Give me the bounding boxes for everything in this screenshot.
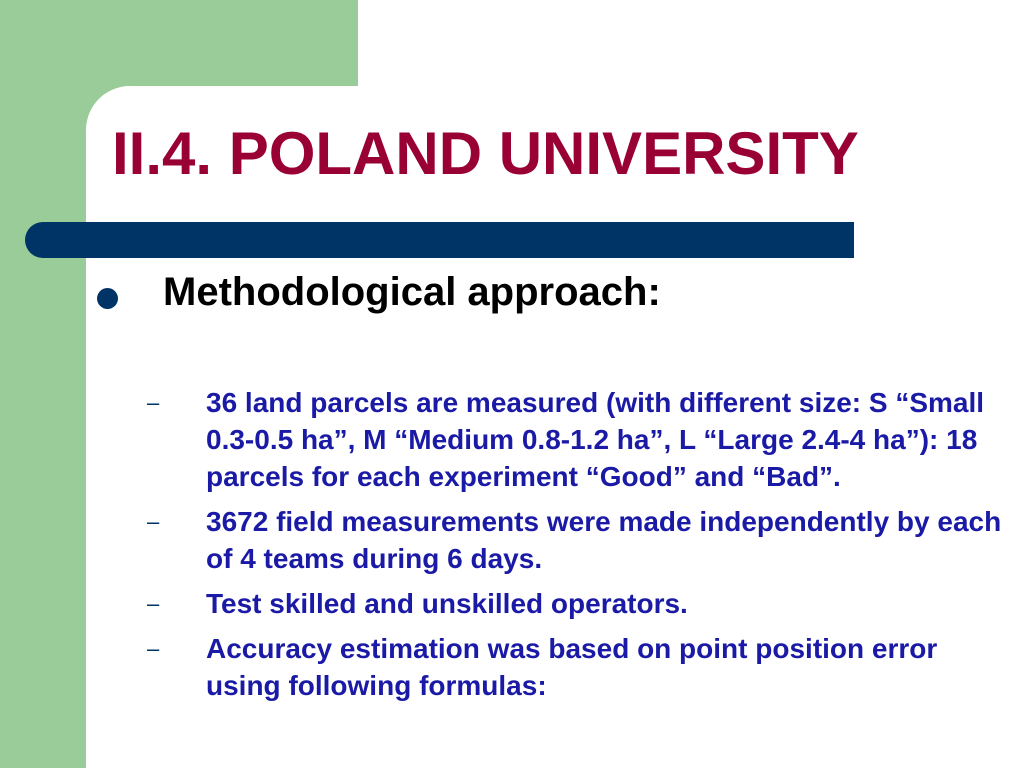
bullet-dot-icon — [97, 288, 118, 309]
sub-bullet-item — [0, 384, 1024, 495]
main-bullet — [0, 264, 1024, 324]
sub-bullet-text: 3672 field measurements were made independently by each of 4 teams during 6 days. — [206, 506, 1002, 574]
sub-bullet-text: Accuracy estimation was based on point position error using following formulas: — [206, 633, 938, 701]
sub-bullet-list — [0, 384, 1024, 712]
sub-bullet-item — [0, 503, 1024, 577]
title-underline-bar — [25, 222, 854, 258]
slide-title: II.4. POLAND UNIVERSITY — [112, 120, 859, 187]
sub-bullet-item — [0, 630, 1024, 704]
dash-marker: – — [147, 390, 160, 415]
dash-marker: – — [147, 636, 160, 661]
dash-marker: – — [147, 591, 160, 616]
sub-bullet-text: Test skilled and unskilled operators. — [206, 588, 688, 619]
sub-bullet-text: 36 land parcels are measured (with different size: S “Small 0.3-0.5 ha”, M “Medium 0.8-1.2 ha”, L “Large 2.4-4 ha”): 18 parcels for each experiment “Good” and “Bad”. — [206, 387, 985, 492]
sub-bullet-item — [0, 585, 1024, 622]
main-bullet-text: Methodological approach: — [163, 270, 661, 314]
dash-marker: – — [147, 509, 160, 534]
